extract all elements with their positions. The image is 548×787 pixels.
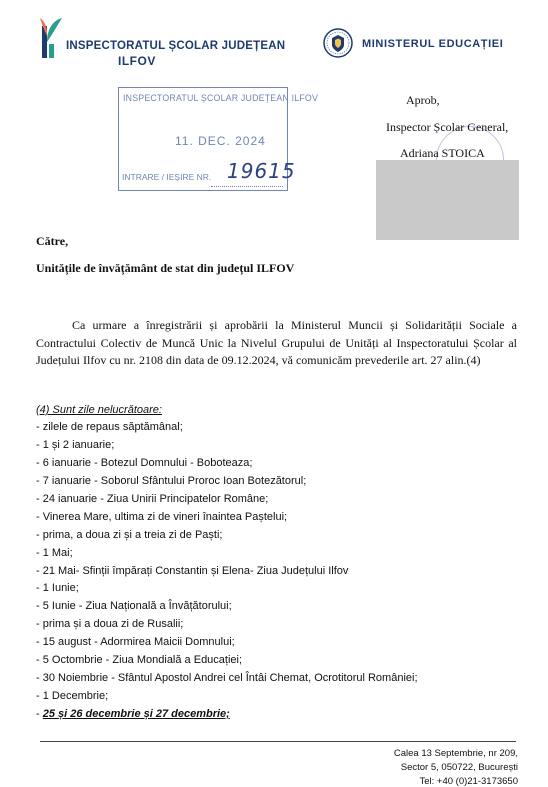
institution-name: INSPECTORATUL ȘCOLAR JUDEȚEAN [66, 40, 286, 52]
non-working-days-list [36, 401, 418, 724]
list-item: - 21 Mai- Sfinții împărați Constantin și Elena- Ziua Județului Ilfov [36, 564, 349, 577]
ministry-name: MINISTERUL EDUCAȚIEI [362, 38, 504, 50]
list-heading: (4) Sunt zile nelucrătoare: [36, 404, 162, 416]
list-item: - 6 ianuarie - Botezul Domnului - Boboteaza; [36, 456, 253, 469]
footer-address-line1: Calea 13 Septembrie, nr 209, [393, 748, 518, 759]
list-item: - zilele de repaus săptămânal; [36, 421, 183, 433]
footer-phone: Tel: +40 (0)21-3173650 [419, 776, 518, 787]
stamp-title: INSPECTORATUL ȘCOLAR JUDEȚEAN ILFOV [123, 93, 319, 103]
list-item: - 7 ianuarie - Soborul Sfântului Proroc Ioan Botezătorul; [36, 474, 307, 487]
inspector-title: Inspector Școlar General, [386, 120, 509, 134]
list-item: - 1 Mai; [36, 546, 73, 559]
list-item-dash: - [36, 708, 43, 720]
ministry-emblem-icon [323, 28, 353, 58]
isj-logo-icon [40, 14, 64, 60]
addressee-recipient: Unitățile de învățământ de stat din județul ILFOV [36, 261, 295, 275]
inspector-name: Adriana STOICA [400, 146, 485, 160]
addressee-to: Către, [36, 234, 69, 248]
registry-stamp [118, 87, 319, 191]
stamp-registry-label: INTRARE / IEȘIRE NR. [122, 172, 212, 182]
footer-divider [40, 741, 516, 742]
list-item: - 24 ianuarie - Ziua Unirii Principatelor Române; [36, 492, 269, 505]
stamp-registry-number: 19615 [227, 159, 296, 183]
stamp-registry-line [211, 186, 283, 187]
list-item: - 1 Iunie; [36, 582, 79, 595]
approval-label: Aprob, [406, 93, 440, 107]
list-item: - 30 Noiembrie - Sfântul Apostol Andrei cel Întâi Chemat, Ocrotitorul României; [36, 672, 418, 685]
list-item-christmas [36, 706, 418, 724]
list-item: - prima și a doua zi de Rusalii; [36, 618, 184, 631]
stamp-date: 11. DEC. 2024 [175, 134, 266, 148]
list-item: - prima, a doua zi și a treia zi de Paști; [36, 528, 223, 541]
list-item: - 15 august - Adormirea Maicii Domnului; [36, 636, 235, 649]
footer-address-line2: Sector 5, 050722, București [400, 762, 518, 773]
list-item: - 1 Decembrie; [36, 690, 109, 703]
body-paragraph: Ca urmare a înregistrării și aprobării la Ministerul Muncii și Solidarității Sociale a Contractului Colectiv de Muncă Unic la Nivelul Grupului de Unități al Inspectoratului Școlar al Județului Ilfov cu nr. 2108 din data de 09.12.2024, vă comunicăm prevederile art. 27 alin.(4) [36, 318, 517, 367]
list-item: - Vinerea Mare, ultima zi de vineri înaintea Paștelui; [36, 510, 288, 523]
institution-county: ILFOV [118, 54, 156, 68]
list-item: - 5 Iunie - Ziua Națională a Învățătorului; [36, 600, 232, 613]
list-item: - 5 Octombrie - Ziua Mondială a Educației; [36, 654, 243, 667]
list-item-emphasis: 25 și 26 decembrie și 27 decembrie; [42, 708, 230, 720]
list-item: - 1 și 2 ianuarie; [36, 438, 115, 451]
redacted-signature [376, 160, 519, 240]
